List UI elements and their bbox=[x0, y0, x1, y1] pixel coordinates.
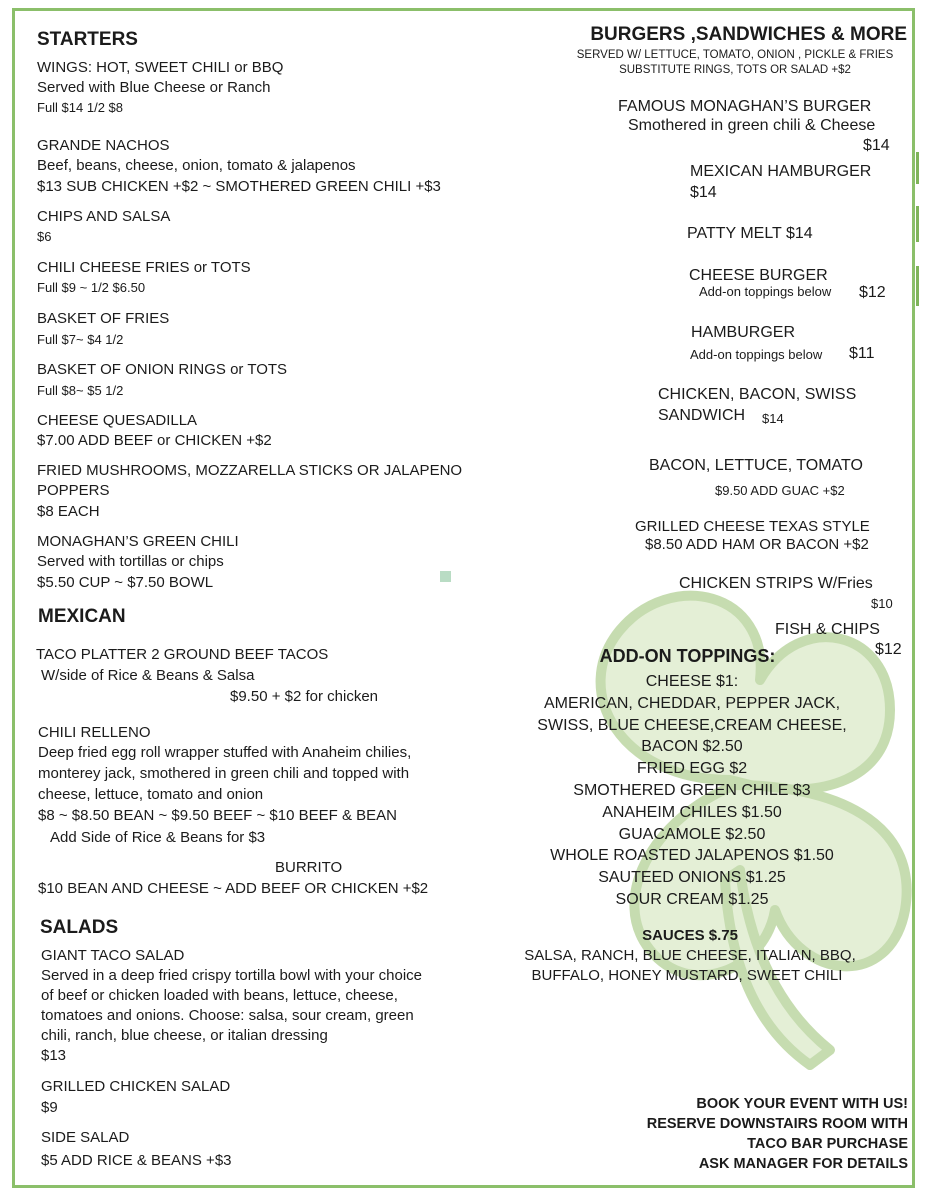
item-quesadilla-name: CHEESE QUESADILLA bbox=[37, 412, 198, 429]
item-hamburger-price: $11 bbox=[849, 345, 875, 362]
burgers-heading: BURGERS ,SANDWICHES & MORE bbox=[590, 24, 907, 45]
sauces-line-2: BUFFALO, HONEY MUSTARD, SWEET CHILI bbox=[531, 967, 843, 984]
item-blt-price: $9.50 ADD GUAC +$2 bbox=[715, 483, 845, 498]
edge-tick bbox=[916, 206, 919, 242]
event-line: ASK MANAGER FOR DETAILS bbox=[698, 1156, 908, 1172]
burgers-sub-1: SERVED W/ LETTUCE, TOMATO, ONION , PICKLE & FRIES bbox=[576, 49, 894, 61]
item-patty-melt: PATTY MELT $14 bbox=[687, 225, 813, 242]
item-famous-price: $14 bbox=[863, 137, 890, 154]
item-side-salad-price: $5 ADD RICE & BEANS +$3 bbox=[41, 1152, 232, 1169]
item-taco-salad-name: GIANT TACO SALAD bbox=[41, 947, 185, 964]
item-cbs-name-2: SANDWICH bbox=[658, 407, 746, 424]
item-grilled-salad-name: GRILLED CHICKEN SALAD bbox=[41, 1078, 231, 1095]
item-famous-name: FAMOUS MONAGHAN’S BURGER bbox=[618, 98, 872, 115]
item-cheeseburger-price: $12 bbox=[859, 284, 886, 301]
item-cheeseburger-name: CHEESE BURGER bbox=[689, 267, 828, 284]
item-grilled-cheese-price: $8.50 ADD HAM OR BACON +$2 bbox=[645, 536, 869, 553]
item-nachos-price: $13 SUB CHICKEN +$2 ~ SMOTHERED GREEN CHILI +$3 bbox=[37, 178, 441, 195]
item-chili-fries-name: CHILI CHEESE FRIES or TOTS bbox=[37, 259, 251, 276]
item-quesadilla-price: $7.00 ADD BEEF or CHICKEN +$2 bbox=[37, 432, 272, 449]
event-line: TACO BAR PURCHASE bbox=[747, 1136, 908, 1152]
small-square bbox=[440, 571, 451, 582]
item-taco-price: $9.50 + $2 for chicken bbox=[230, 688, 379, 705]
item-fried-name-2: POPPERS bbox=[37, 482, 110, 499]
item-fries-price: Full $7~ $4 1/2 bbox=[37, 332, 124, 347]
addon-line: FRIED EGG $2 bbox=[636, 760, 748, 778]
item-grilled-cheese-name: GRILLED CHEESE TEXAS STYLE bbox=[635, 518, 870, 535]
addon-line: AMERICAN, CHEDDAR, PEPPER JACK, bbox=[543, 694, 841, 712]
addon-line: BACON $2.50 bbox=[641, 738, 743, 756]
item-fish-price: $12 bbox=[875, 641, 902, 658]
item-blt-name: BACON, LETTUCE, TOMATO bbox=[649, 457, 863, 474]
burgers-sub-2: SUBSTITUTE RINGS, TOTS OR SALAD +$2 bbox=[619, 64, 851, 76]
item-wings-desc: Served with Blue Cheese or Ranch bbox=[37, 79, 271, 96]
addons-list bbox=[492, 671, 892, 911]
item-relleno-side: Add Side of Rice & Beans for $3 bbox=[50, 829, 266, 846]
addon-line: SMOTHERED GREEN CHILE $3 bbox=[573, 781, 811, 799]
item-cbs-name-1: CHICKEN, BACON, SWISS bbox=[658, 386, 857, 403]
item-fried-name-1: FRIED MUSHROOMS, MOZZARELLA STICKS OR JALAPENO bbox=[37, 462, 463, 479]
salads-heading: SALADS bbox=[40, 917, 119, 938]
item-taco-salad-desc-2: of beef or chicken loaded with beans, lettuce, cheese, bbox=[41, 987, 398, 1004]
item-taco-salad-desc-4: chili, ranch, blue cheese, or italian dressing bbox=[41, 1027, 328, 1044]
item-chips-price: $6 bbox=[37, 229, 52, 244]
addon-line: CHEESE $1: bbox=[645, 673, 739, 690]
addon-line: SAUTEED ONIONS $1.25 bbox=[598, 869, 786, 887]
item-hamburger-name: HAMBURGER bbox=[691, 324, 796, 341]
item-green-chili-name: MONAGHAN’S GREEN CHILI bbox=[37, 533, 239, 550]
item-taco-name: TACO PLATTER 2 GROUND BEEF TACOS bbox=[36, 646, 329, 663]
item-taco-salad-desc-3: tomatoes and onions. Choose: salsa, sour cream, green bbox=[41, 1007, 414, 1024]
item-taco-desc: W/side of Rice & Beans & Salsa bbox=[41, 667, 255, 684]
item-taco-salad-price: $13 bbox=[41, 1047, 67, 1064]
item-burrito-price: $10 BEAN AND CHEESE ~ ADD BEEF OR CHICKEN +$2 bbox=[38, 880, 429, 897]
item-relleno-desc-1: Deep fried egg roll wrapper stuffed with Anaheim chilies, bbox=[38, 744, 412, 761]
item-taco-salad-desc-1: Served in a deep fried crispy tortilla bowl with your choice bbox=[41, 967, 423, 984]
item-side-salad-name: SIDE SALAD bbox=[41, 1129, 130, 1146]
item-onion-rings-name: BASKET OF ONION RINGS or TOTS bbox=[37, 361, 288, 378]
item-grilled-salad-price: $9 bbox=[41, 1099, 58, 1116]
item-wings-price: Full $14 1/2 $8 bbox=[37, 100, 124, 115]
item-chili-fries-price: Full $9 ~ 1/2 $6.50 bbox=[37, 280, 146, 295]
item-fish-name: FISH & CHIPS bbox=[775, 621, 880, 638]
item-strips-price: $10 bbox=[871, 596, 893, 611]
item-wings-name: WINGS: HOT, SWEET CHILI or BBQ bbox=[37, 59, 284, 76]
item-famous-desc: Smothered in green chili & Cheese bbox=[628, 117, 876, 134]
item-relleno-desc-2: monterey jack, smothered in green chili and topped with bbox=[38, 765, 410, 782]
addon-line: ANAHEIM CHILES $1.50 bbox=[602, 803, 782, 821]
addon-line: SOUR CREAM $1.25 bbox=[615, 890, 769, 908]
item-nachos-desc: Beef, beans, cheese, onion, tomato & jalapenos bbox=[37, 157, 356, 174]
item-fried-price: $8 EACH bbox=[37, 503, 100, 520]
item-chips-name: CHIPS AND SALSA bbox=[37, 208, 171, 225]
edge-tick bbox=[916, 152, 919, 184]
item-hamburger-note: Add-on toppings below bbox=[690, 347, 823, 362]
mexican-heading: MEXICAN bbox=[38, 606, 126, 627]
item-relleno-price: $8 ~ $8.50 BEAN ~ $9.50 BEEF ~ $10 BEEF & BEAN bbox=[38, 807, 397, 824]
sauces-line-1: SALSA, RANCH, BLUE CHEESE, ITALIAN, BBQ, bbox=[524, 947, 856, 964]
item-mexican-burger-name: MEXICAN HAMBURGER bbox=[690, 163, 872, 180]
item-onion-rings-price: Full $8~ $5 1/2 bbox=[37, 383, 124, 398]
event-line: BOOK YOUR EVENT WITH US! bbox=[696, 1096, 908, 1112]
item-green-chili-desc: Served with tortillas or chips bbox=[37, 553, 224, 570]
addon-line: GUACAMOLE $2.50 bbox=[618, 825, 766, 843]
addon-line: SWISS, BLUE CHEESE,CREAM CHEESE, bbox=[537, 716, 847, 734]
item-relleno-name: CHILI RELLENO bbox=[38, 724, 151, 741]
starters-heading: STARTERS bbox=[37, 29, 138, 50]
item-burrito-name: BURRITO bbox=[275, 859, 343, 876]
item-cbs-price: $14 bbox=[762, 411, 784, 426]
event-line: RESERVE DOWNSTAIRS ROOM WITH bbox=[646, 1116, 908, 1132]
item-nachos-name: GRANDE NACHOS bbox=[37, 137, 170, 154]
item-green-chili-price: $5.50 CUP ~ $7.50 BOWL bbox=[37, 574, 214, 591]
addons-heading: ADD-ON TOPPINGS: bbox=[599, 646, 776, 666]
edge-tick bbox=[916, 266, 919, 306]
item-fries-name: BASKET OF FRIES bbox=[37, 310, 170, 327]
addon-line: WHOLE ROASTED JALAPENOS $1.50 bbox=[550, 847, 834, 865]
item-relleno-desc-3: cheese, lettuce, tomato and onion bbox=[38, 786, 264, 803]
item-mexican-burger-price: $14 bbox=[690, 184, 717, 201]
sauces-heading: SAUCES $.75 bbox=[642, 927, 738, 944]
item-strips-name: CHICKEN STRIPS W/Fries bbox=[679, 575, 873, 592]
item-cheeseburger-note: Add-on toppings below bbox=[699, 284, 832, 299]
